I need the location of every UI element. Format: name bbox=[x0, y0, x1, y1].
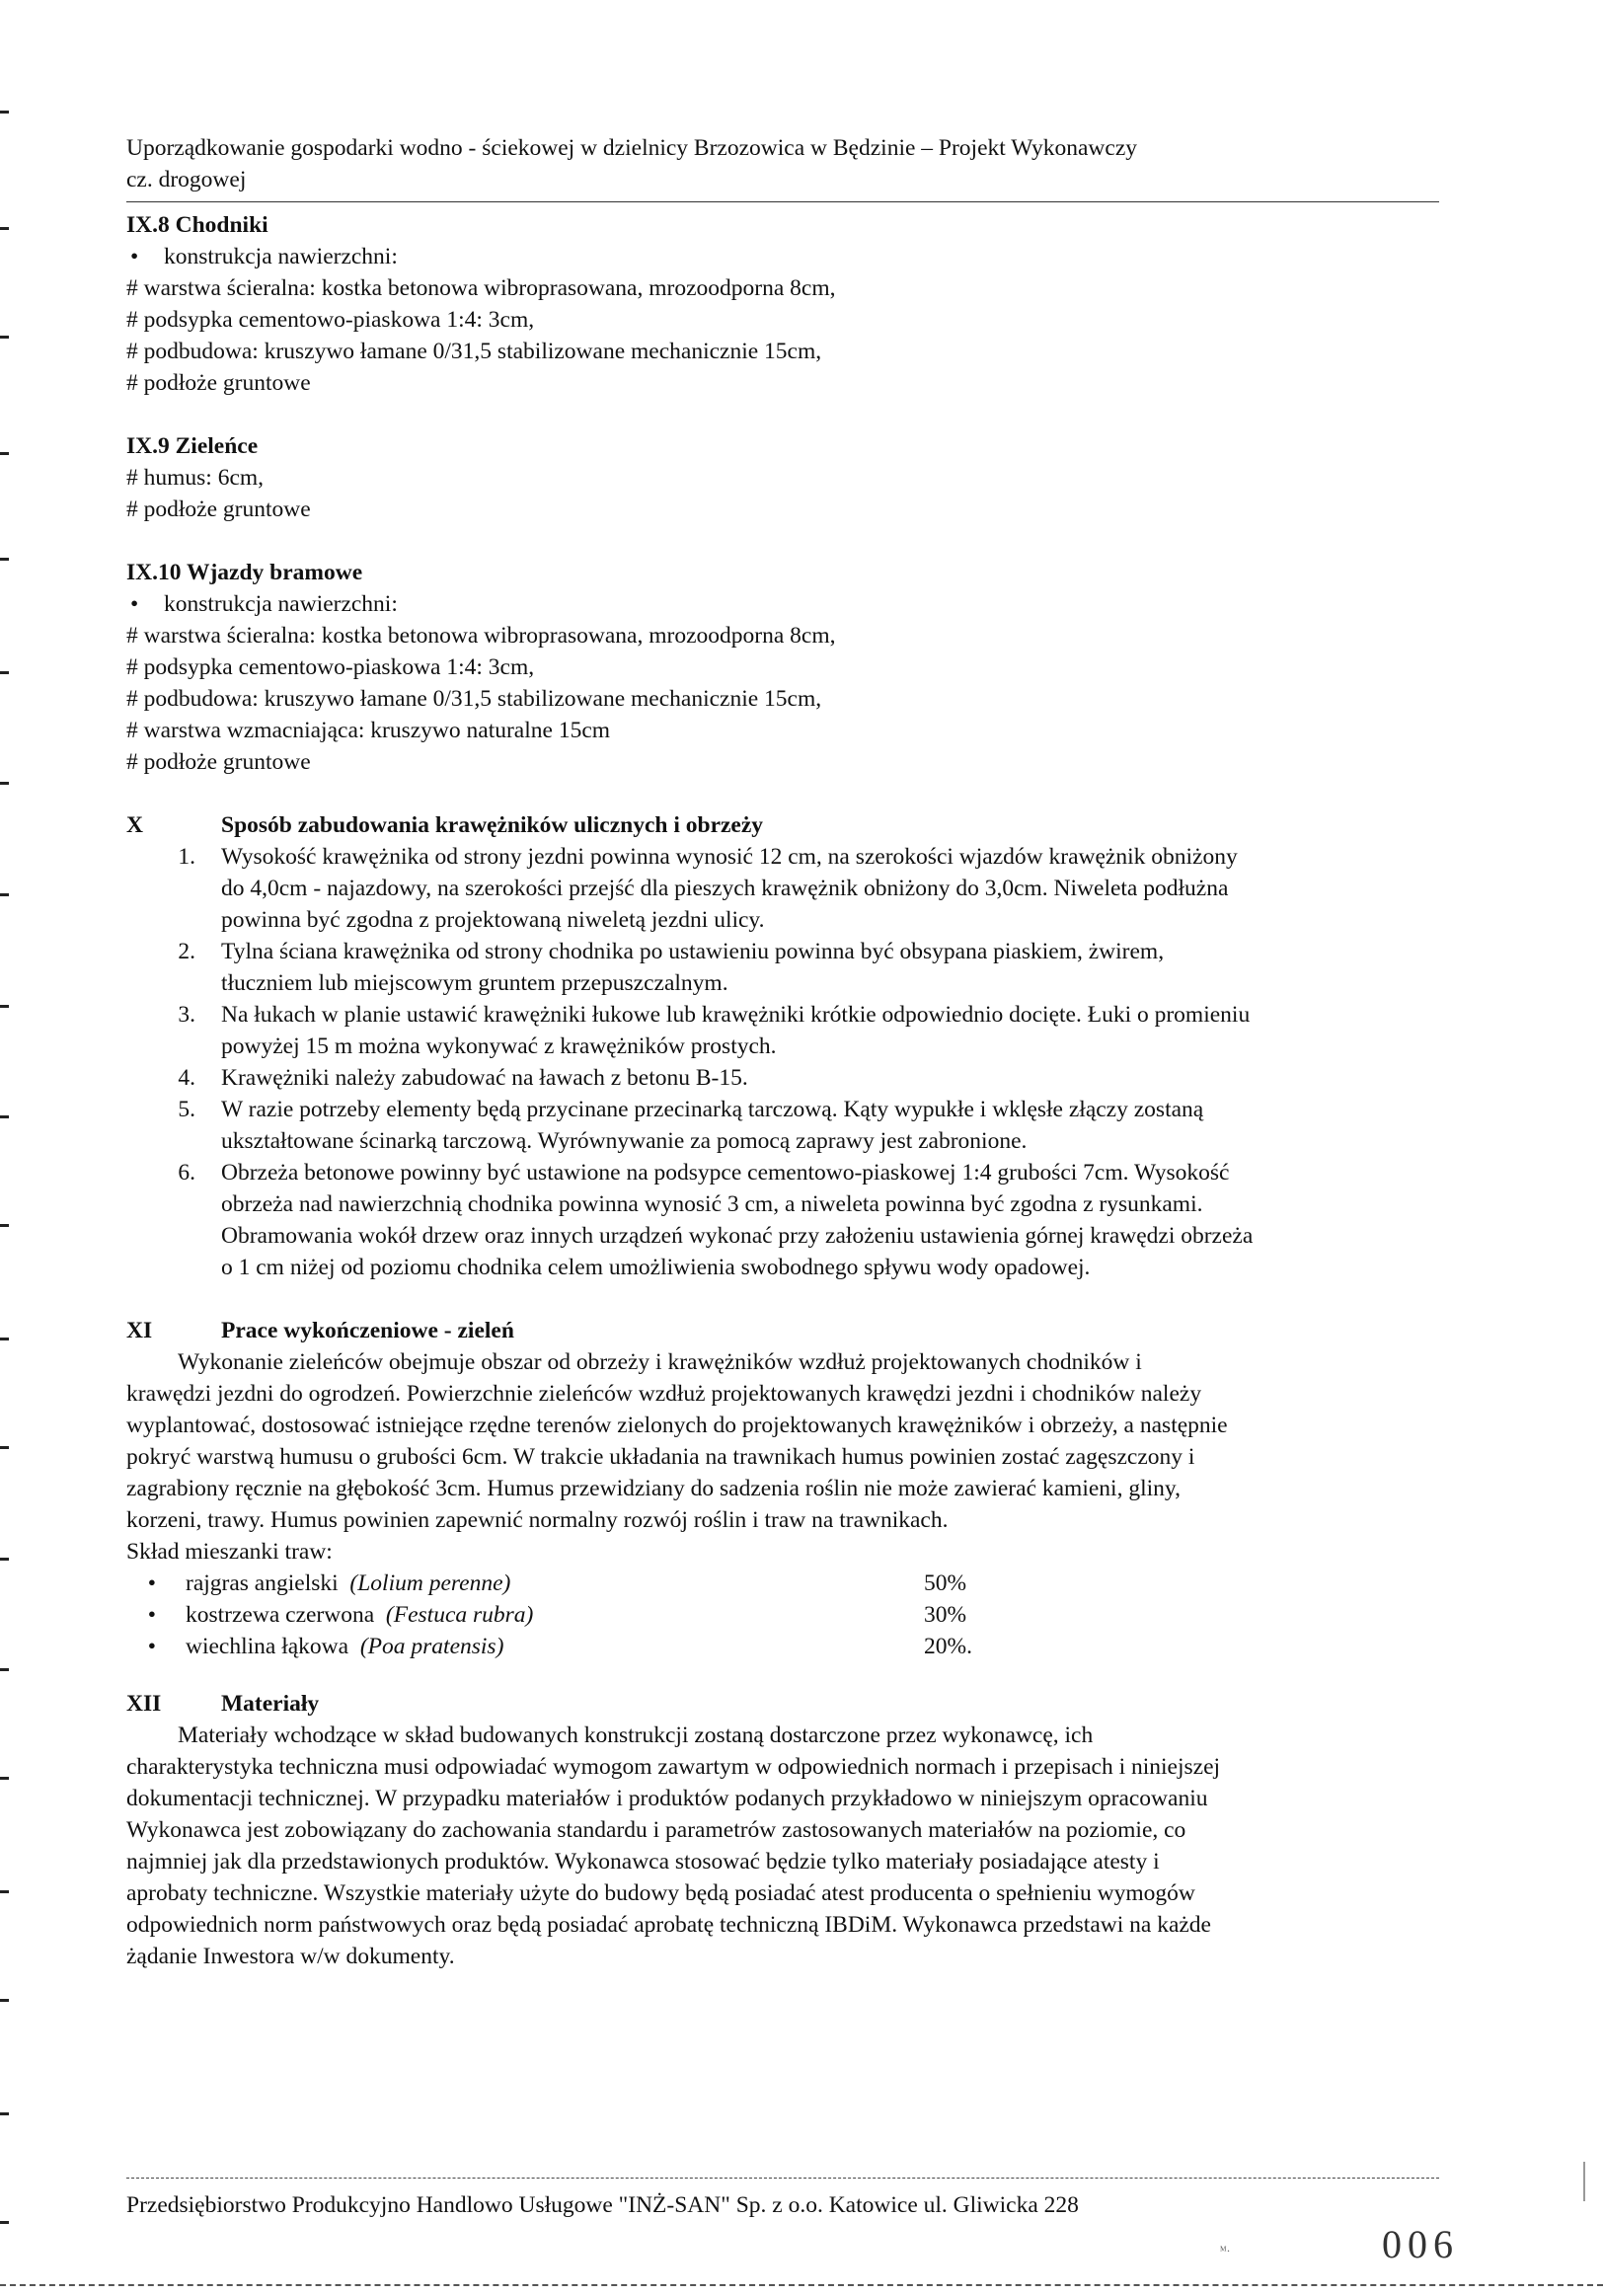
list-number: 2. bbox=[178, 939, 195, 964]
section-ix8-line: # podbudowa: kruszywo łamane 0/31,5 stabilizowane mechanicznie 15cm, bbox=[126, 339, 822, 364]
bullet-icon: • bbox=[130, 244, 139, 269]
binding-mark bbox=[0, 558, 9, 561]
binding-mark bbox=[0, 111, 9, 114]
section-xii-line: żądanie Inwestora w/w dokumenty. bbox=[126, 1944, 455, 1969]
section-xi-line: krawędzi jezdni do ogrodzeń. Powierzchnie zieleńców wzdłuż projektowanych krawędzi jezdni i chodników należy bbox=[126, 1381, 1202, 1407]
list-line: obrzeża nad nawierzchnią chodnika powinna wynosić 3 cm, a niweleta powinna być zgodna z rysunkami. bbox=[221, 1191, 1203, 1217]
footer-rule bbox=[126, 2178, 1439, 2179]
list-item bbox=[126, 999, 1439, 1062]
bullet-text: konstrukcja nawierzchni: bbox=[164, 591, 398, 617]
section-xi-line: wyplantować, dostosować istniejące rzędne terenów zielonych do projektowanych krawężników i obrzeży, a następnie bbox=[126, 1413, 1228, 1438]
list-number: 3. bbox=[178, 1002, 195, 1028]
section-xii-line: Materiały wchodzące w skład budowanych konstrukcji zostaną dostarczone przez wykonawcę, ich bbox=[178, 1722, 1094, 1748]
grass-percent: 20%. bbox=[924, 1634, 972, 1659]
binding-mark bbox=[0, 1446, 9, 1449]
section-xi-line: Wykonanie zieleńców obejmuje obszar od obrzeży i krawężników wzdłuż projektowanych chodników i bbox=[178, 1349, 1142, 1375]
header-rule bbox=[126, 201, 1439, 202]
document-header bbox=[126, 132, 1439, 195]
grass-percent: 50% bbox=[924, 1570, 967, 1596]
section-xii-line: dokumentacji technicznej. W przypadku materiałów i produktów podanych przykładowo w niniejszym opracowaniu bbox=[126, 1786, 1208, 1811]
section-title: Sposób zabudowania krawężników ulicznych i obrzeży bbox=[221, 812, 764, 838]
bullet-text: konstrukcja nawierzchni: bbox=[164, 244, 398, 269]
section-title: Prace wykończeniowe - zieleń bbox=[221, 1318, 514, 1343]
grass-latin: (Festuca rubra) bbox=[385, 1602, 534, 1628]
section-xii-heading bbox=[126, 1688, 1439, 1720]
binding-mark bbox=[0, 893, 9, 896]
grass-latin: (Lolium perenne) bbox=[349, 1570, 511, 1596]
section-ix8-bullet bbox=[126, 241, 1439, 272]
binding-mark bbox=[0, 1005, 9, 1008]
grass-row bbox=[126, 1599, 1439, 1631]
section-ix8-line: # podłoże gruntowe bbox=[126, 370, 311, 396]
section-ix8-line: # podsypka cementowo-piaskowa 1:4: 3cm, bbox=[126, 307, 535, 333]
footer-text: Przedsiębiorstwo Produkcyjno Handlowo Usługowe "INŻ-SAN" Sp. z o.o. Katowice ul. Gliwicka 228 bbox=[126, 2192, 1079, 2218]
list-item bbox=[126, 1094, 1439, 1157]
section-xii-line: odpowiednich norm państwowych oraz będą posiadać aprobatę techniczną IBDiM. Wykonawca przedstawi na każde bbox=[126, 1912, 1211, 1938]
binding-mark bbox=[0, 1999, 9, 2002]
section-ix10-title: IX.10 Wjazdy bramowe bbox=[126, 560, 363, 585]
section-ix9-line: # humus: 6cm, bbox=[126, 465, 265, 491]
section-ix9-title: IX.9 Zieleńce bbox=[126, 433, 259, 459]
binding-mark bbox=[0, 1668, 9, 1671]
binding-mark bbox=[0, 1224, 9, 1227]
section-ix10-line: # podłoże gruntowe bbox=[126, 749, 311, 775]
grass-name: wiechlina łąkowa bbox=[186, 1634, 349, 1659]
section-ix10-bullet bbox=[126, 588, 1439, 620]
list-line: Obrzeża betonowe powinny być ustawione na podsypce cementowo-piaskowej 1:4 grubości 7cm. Wysokość bbox=[221, 1160, 1230, 1186]
section-ix10-line: # podsypka cementowo-piaskowa 1:4: 3cm, bbox=[126, 654, 535, 680]
binding-mark bbox=[0, 2221, 9, 2224]
section-ix8-title: IX.8 Chodniki bbox=[126, 212, 268, 238]
list-line: Wysokość krawężnika od strony jezdni powinna wynosić 12 cm, na szerokości wjazdów krawężnik obniżony bbox=[221, 844, 1238, 870]
list-line: W razie potrzeby elementy będą przycinane przecinarką tarczową. Kąty wypukłe i wklęsłe złączy zostaną bbox=[221, 1097, 1204, 1122]
list-line: o 1 cm niżej od poziomu chodnika celem umożliwienia swobodnego spływu wody opadowej. bbox=[221, 1255, 1091, 1280]
section-x-list bbox=[126, 841, 1439, 1283]
section-xii-line: aprobaty techniczne. Wszystkie materiały użyte do budowy będą posiadać atest producenta o spełnieniu wymogów bbox=[126, 1880, 1195, 1906]
section-x-heading bbox=[126, 809, 1439, 841]
list-line: do 4,0cm - najazdowy, na szerokości przejść dla pieszych krawężnik obniżony do 3,0cm. Niweleta podłużna bbox=[221, 876, 1229, 901]
list-line: Krawężniki należy zabudować na ławach z betonu B-15. bbox=[221, 1065, 748, 1091]
list-line: ukształtowane ścinarką tarczową. Wyrównywanie za pomocą zaprawy jest zabronione. bbox=[221, 1128, 1028, 1154]
binding-mark bbox=[0, 1338, 9, 1340]
scan-edge-mark bbox=[1583, 2162, 1585, 2201]
bullet-icon: • bbox=[147, 1634, 156, 1659]
section-ix10-line: # podbudowa: kruszywo łamane 0/31,5 stabilizowane mechanicznie 15cm, bbox=[126, 686, 822, 712]
section-xii-line: Wykonawca jest zobowiązany do zachowania standardu i parametrów zastosowanych materiałów na poziomie, co bbox=[126, 1817, 1186, 1843]
binding-mark bbox=[0, 1777, 9, 1780]
list-number: 1. bbox=[178, 844, 195, 870]
list-line: Tylna ściana krawężnika od strony chodnika po ustawieniu powinna być obsypana piaskiem, żwirem, bbox=[221, 939, 1165, 964]
binding-mark bbox=[0, 2112, 9, 2115]
section-ix10-line: # warstwa ścieralna: kostka betonowa wibroprasowana, mrozoodporna 8cm, bbox=[126, 623, 836, 649]
section-ix9-line: # podłoże gruntowe bbox=[126, 497, 311, 522]
list-item bbox=[126, 1062, 1439, 1094]
section-xi-line: korzeni, trawy. Humus powinien zapewnić normalny rozwój roślin i traw na trawnikach. bbox=[126, 1507, 949, 1533]
document-body bbox=[126, 209, 1439, 1972]
section-number: XI bbox=[126, 1318, 153, 1343]
list-number: 6. bbox=[178, 1160, 195, 1186]
grass-row bbox=[126, 1631, 1439, 1662]
binding-mark bbox=[0, 1558, 9, 1561]
list-number: 5. bbox=[178, 1097, 195, 1122]
bullet-icon: • bbox=[147, 1602, 156, 1628]
scan-bottom-edge bbox=[0, 2284, 1603, 2286]
list-line: powinna być zgodna z projektowaną niweletą jezdni ulicy. bbox=[221, 907, 765, 933]
header-line-2: cz. drogowej bbox=[126, 167, 247, 192]
grass-name: rajgras angielski bbox=[186, 1570, 339, 1596]
binding-mark bbox=[0, 452, 9, 455]
section-ix8-line: # warstwa ścieralna: kostka betonowa wibroprasowana, mrozoodporna 8cm, bbox=[126, 275, 836, 301]
binding-mark bbox=[0, 782, 9, 785]
section-xi-heading bbox=[126, 1315, 1439, 1346]
section-xii-line: najmniej jak dla przedstawionych produktów. Wykonawca stosować będzie tylko materiały posiadające atesty i bbox=[126, 1849, 1160, 1875]
list-line: powyżej 15 m można wykonywać z krawężników prostych. bbox=[221, 1033, 777, 1059]
section-title: Materiały bbox=[221, 1691, 320, 1717]
bullet-icon: • bbox=[130, 591, 139, 617]
binding-mark bbox=[0, 1890, 9, 1893]
list-line: Na łukach w planie ustawić krawężniki łukowe lub krawężniki krótkie odpowiednio docięte. Łuki o promieniu bbox=[221, 1002, 1251, 1028]
section-ix10-line: # warstwa wzmacniająca: kruszywo naturalne 15cm bbox=[126, 718, 611, 743]
list-line: tłuczniem lub miejscowym gruntem przepuszczalnym. bbox=[221, 970, 728, 996]
section-number: XII bbox=[126, 1691, 162, 1717]
section-number: X bbox=[126, 812, 143, 838]
grass-latin: (Poa pratensis) bbox=[359, 1634, 504, 1659]
section-xi-line: pokryć warstwą humusu o grubości 6cm. W trakcie układania na trawnikach humus powinien zostać zagęszczony i bbox=[126, 1444, 1195, 1470]
binding-mark bbox=[0, 671, 9, 674]
scan-speck: ᴹ· bbox=[1220, 2244, 1231, 2258]
list-item bbox=[126, 841, 1439, 936]
section-xii-line: charakterystyka techniczna musi odpowiadać wymogom zawartym w odpowiednich normach i przepisach i niniejszej bbox=[126, 1754, 1221, 1780]
list-item bbox=[126, 936, 1439, 999]
binding-mark bbox=[0, 227, 9, 230]
list-number: 4. bbox=[178, 1065, 195, 1091]
section-xi-line: zagrabiony ręcznie na głębokość 3cm. Humus przewidziany do sadzenia roślin nie może zawierać kamieni, gliny, bbox=[126, 1476, 1181, 1501]
binding-mark bbox=[0, 336, 9, 339]
grass-mix-label: Skład mieszanki traw: bbox=[126, 1539, 333, 1565]
bullet-icon: • bbox=[147, 1570, 156, 1596]
header-line-1: Uporządkowanie gospodarki wodno - ściekowej w dzielnicy Brzozowica w Będzinie – Projekt Wykonawczy bbox=[126, 135, 1138, 161]
list-line: Obramowania wokół drzew oraz innych urządzeń wykonać przy założeniu ustawienia górnej krawędzi obrzeża bbox=[221, 1223, 1254, 1249]
binding-mark bbox=[0, 1115, 9, 1118]
page-number: 006 bbox=[1382, 2222, 1459, 2266]
grass-name: kostrzewa czerwona bbox=[186, 1602, 375, 1628]
grass-percent: 30% bbox=[924, 1602, 967, 1628]
list-item bbox=[126, 1157, 1439, 1283]
grass-row bbox=[126, 1568, 1439, 1599]
